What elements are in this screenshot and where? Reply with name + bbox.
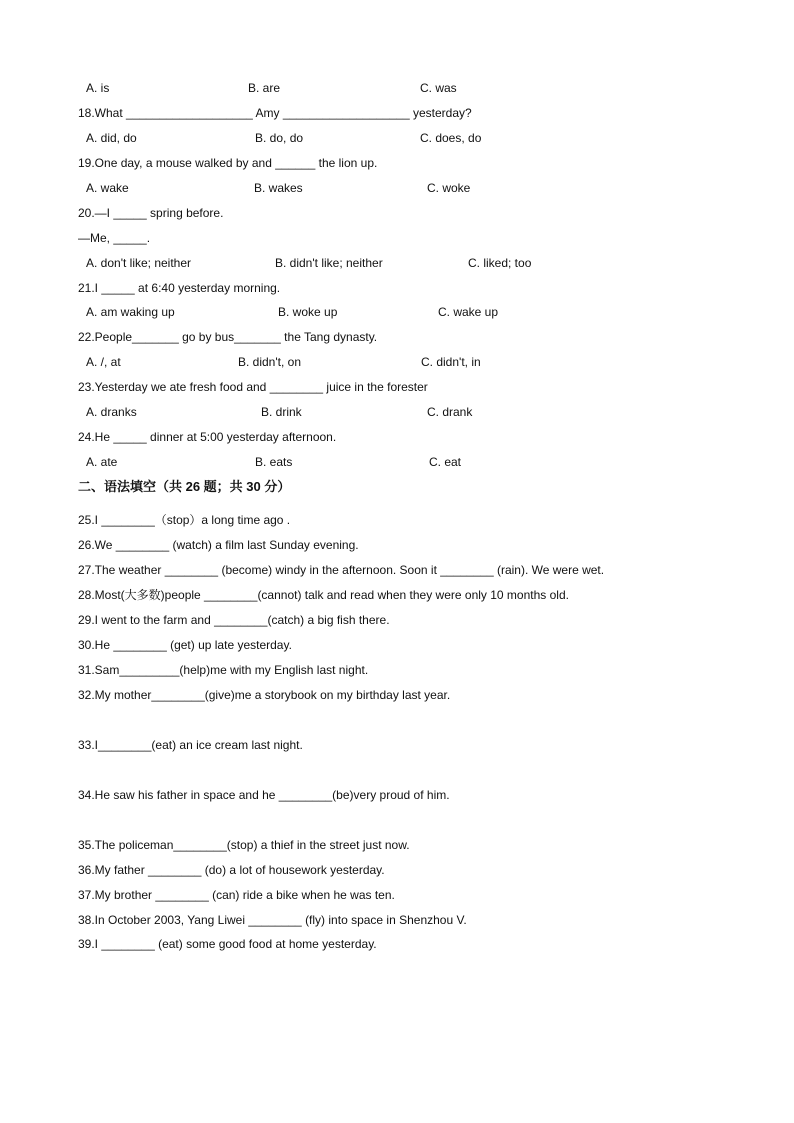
q24-option-b: B. eats <box>255 455 293 469</box>
q23-option-c: C. drank <box>427 405 473 419</box>
q30-stem: 30.He ________ (get) up late yesterday. <box>78 638 292 652</box>
q20-option-a: A. don't like; neither <box>86 256 192 270</box>
q25-stem: 25.I ________（stop）a long time ago . <box>78 513 291 527</box>
q19-stem: 19.One day, a mouse walked by and ______ the lion up. <box>78 156 378 170</box>
q29-stem: 29.I went to the farm and ________(catch) a big fish there. <box>78 613 390 627</box>
section-heading: 二、语法填空（共 26 题；共 30 分） <box>78 479 291 494</box>
q17-option-a: A. is <box>86 81 110 95</box>
q22-stem: 22.People_______ go by bus_______ the Tang dynasty. <box>78 330 378 344</box>
q20-option-b: B. didn't like; neither <box>275 256 383 270</box>
q20-stem-reply: —Me, _____. <box>78 231 151 245</box>
q17-option-c: C. was <box>420 81 457 95</box>
q18-option-c: C. does, do <box>420 131 482 145</box>
q27-stem: 27.The weather ________ (become) windy in the afternoon. Soon it ________ (rain). We were wet. <box>78 563 605 577</box>
q22-option-a: A. /, at <box>86 355 121 369</box>
q17-option-b: B. are <box>248 81 281 95</box>
q20-option-c: C. liked; too <box>468 256 532 270</box>
q19-option-b: B. wakes <box>254 181 303 195</box>
q21-option-c: C. wake up <box>438 305 499 319</box>
q21-stem: 21.I _____ at 6:40 yesterday morning. <box>78 281 281 295</box>
q35-stem: 35.The policeman________(stop) a thief in the street just now. <box>78 838 410 852</box>
q24-option-a: A. ate <box>86 455 118 469</box>
q23-option-b: B. drink <box>261 405 302 419</box>
q39-stem: 39.I ________ (eat) some good food at home yesterday. <box>78 937 377 951</box>
q37-stem: 37.My brother ________ (can) ride a bike when he was ten. <box>78 888 395 902</box>
q24-option-c: C. eat <box>429 455 462 469</box>
q26-stem: 26.We ________ (watch) a film last Sunday evening. <box>78 538 359 552</box>
q34-stem: 34.He saw his father in space and he ________(be)very proud of him. <box>78 788 450 802</box>
q32-stem: 32.My mother________(give)me a storybook on my birthday last year. <box>78 688 451 702</box>
q22-option-b: B. didn't, on <box>238 355 301 369</box>
q36-stem: 36.My father ________ (do) a lot of housework yesterday. <box>78 863 385 877</box>
q23-option-a: A. dranks <box>86 405 137 419</box>
q19-option-a: A. wake <box>86 181 129 195</box>
q38-stem: 38.In October 2003, Yang Liwei ________ (fly) into space in Shenzhou V. <box>78 913 467 927</box>
q24-stem: 24.He _____ dinner at 5:00 yesterday afternoon. <box>78 430 337 444</box>
q18-option-a: A. did, do <box>86 131 137 145</box>
q22-option-c: C. didn't, in <box>421 355 481 369</box>
q33-stem: 33.I________(eat) an ice cream last night. <box>78 738 303 752</box>
q20-stem: 20.—I _____ spring before. <box>78 206 224 220</box>
q18-stem: 18.What ___________________ Amy ___________________ yesterday? <box>78 106 472 120</box>
q19-option-c: C. woke <box>427 181 471 195</box>
q31-stem: 31.Sam_________(help)me with my English last night. <box>78 663 369 677</box>
q28-stem: 28.Most(大多数)people ________(cannot) talk and read when they were only 10 months old. <box>78 588 569 602</box>
q21-option-b: B. woke up <box>278 305 338 319</box>
q23-stem: 23.Yesterday we ate fresh food and ________ juice in the forester <box>78 380 428 394</box>
q21-option-a: A. am waking up <box>86 305 175 319</box>
q18-option-b: B. do, do <box>255 131 304 145</box>
